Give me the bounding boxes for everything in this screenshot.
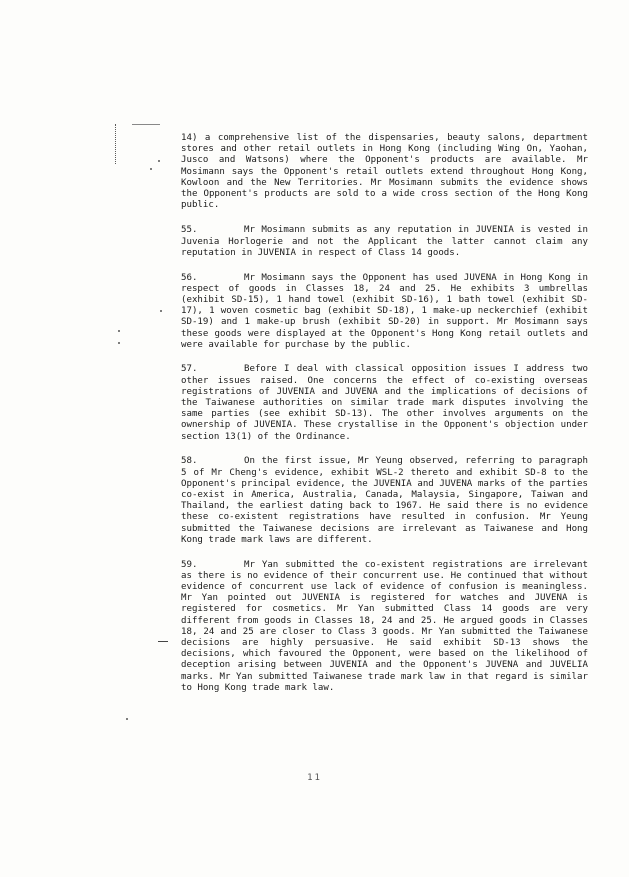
paragraph-number: 56. (181, 272, 198, 283)
paragraph-text: Mr Mosimann says the Opponent has used JUVENA in Hong Kong in respect of goods in Classes 18, 24 and 25. He exhibits 3 umbrellas (exhibit SD-15), 1 hand towel (exhibit SD-16), 1 bath towel (exhibit SD-17), 1 woven cosmetic bag (exhibit SD-18), 1 make-up neckerchief (exhibit SD-19) and 1 make-up brush (exhibit SD-20) in support. Mr Mosimann says these goods were displayed at the Opponent's Hong Kong retail outlets and were available for purchase by the public. (181, 272, 588, 350)
paragraph-text: Mr Yan submitted the co-existent registrations are irrelevant as there is no evidence of their concurrent use. He continued that without evidence of concurrent use lack of evidence of confusion is meaningless. Mr Yan pointed out JUVENIA is registered for watches and JUVENA is registered for cosmetics. Mr Yan submitted Class 14 goods are very different from goods in Classes 18, 24 and 25. He argued goods in Classes 18, 24 and 25 are closer to Class 3 goods. Mr Yan submitted the Taiwanese decisions are highly persuasive. He said exhibit SD-13 shows the decisions, which favoured the Opponent, were based on the likelihood of deception arising between JUVENIA and the Opponent's JUVENA and JUVELIA marks. Mr Yan submitted Taiwanese trade mark law in that regard is similar to Hong Kong trade mark law. (181, 559, 588, 693)
paragraph-text: On the first issue, Mr Yeung observed, referring to paragraph 5 of Mr Cheng's evidence, exhibit WSL-2 thereto and exhibit SD-8 to the Opponent's principal evidence, the JUVENIA and JUVENA marks of the parties co-exist in America, Australia, Canada, Malaysia, Singapore, Taiwan and Thailand, the earliest dating back to 1967. He said there is no evidence these co-existent registrations have resulted in confusion. Mr Yeung submitted the Taiwanese decisions are irrelevant as Taiwanese and Hong Kong trade mark laws are different. (181, 456, 588, 545)
paragraph-text: 14) a comprehensive list of the dispensaries, beauty salons, department stores and other retail outlets in Hong Kong (including Wing On, Yaohan, Jusco and Watsons) where the Opponent's products are available. Mr Mosimann says the Opponent's retail outlets extend throughout Hong Kong, Kowloon and the New Territories. Mr Mosimann submits the evidence shows the Opponent's products are sold to a wide cross section of the Hong Kong public. (181, 133, 588, 211)
page-number: 11 (307, 773, 322, 783)
paragraph-number: 57. (181, 364, 198, 375)
document-body (181, 133, 588, 707)
scan-dot (158, 160, 160, 162)
scan-dot (150, 168, 152, 170)
scan-dot (126, 718, 128, 720)
paragraph-54-cont (181, 133, 588, 211)
paragraph-number: 58. (181, 456, 198, 467)
scan-dot (118, 330, 120, 332)
paragraph-number: 55. (181, 225, 198, 236)
margin-scribble (115, 124, 122, 164)
scan-line (132, 124, 160, 125)
paragraph-number: 59. (181, 559, 198, 570)
paragraph-55 (181, 225, 588, 259)
page-footer (0, 773, 629, 783)
paragraph-56 (181, 273, 588, 351)
paragraph-text: Before I deal with classical opposition issues I address two other issues raised. One concerns the effect of co-existing overseas registrations of JUVENIA and JUVENA and the implications of decisions of the Taiwanese authorities on similar trade mark disputes involving the same parties (see exhibit SD-13). The other involves arguments on the ownership of JUVENIA. These crystallise in the Opponent's objection under section 13(1) of the Ordinance. (181, 364, 588, 442)
paragraph-text: Mr Mosimann submits as any reputation in JUVENIA is vested in Juvenia Horlogerie and not the Applicant the latter cannot claim any reputation in JUVENIA in respect of Class 14 goods. (181, 225, 588, 258)
scan-dot (118, 342, 120, 344)
margin-dash (158, 641, 168, 642)
paragraph-57 (181, 364, 588, 442)
paragraph-58 (181, 456, 588, 546)
scan-dot (160, 310, 162, 312)
paragraph-59 (181, 560, 588, 694)
